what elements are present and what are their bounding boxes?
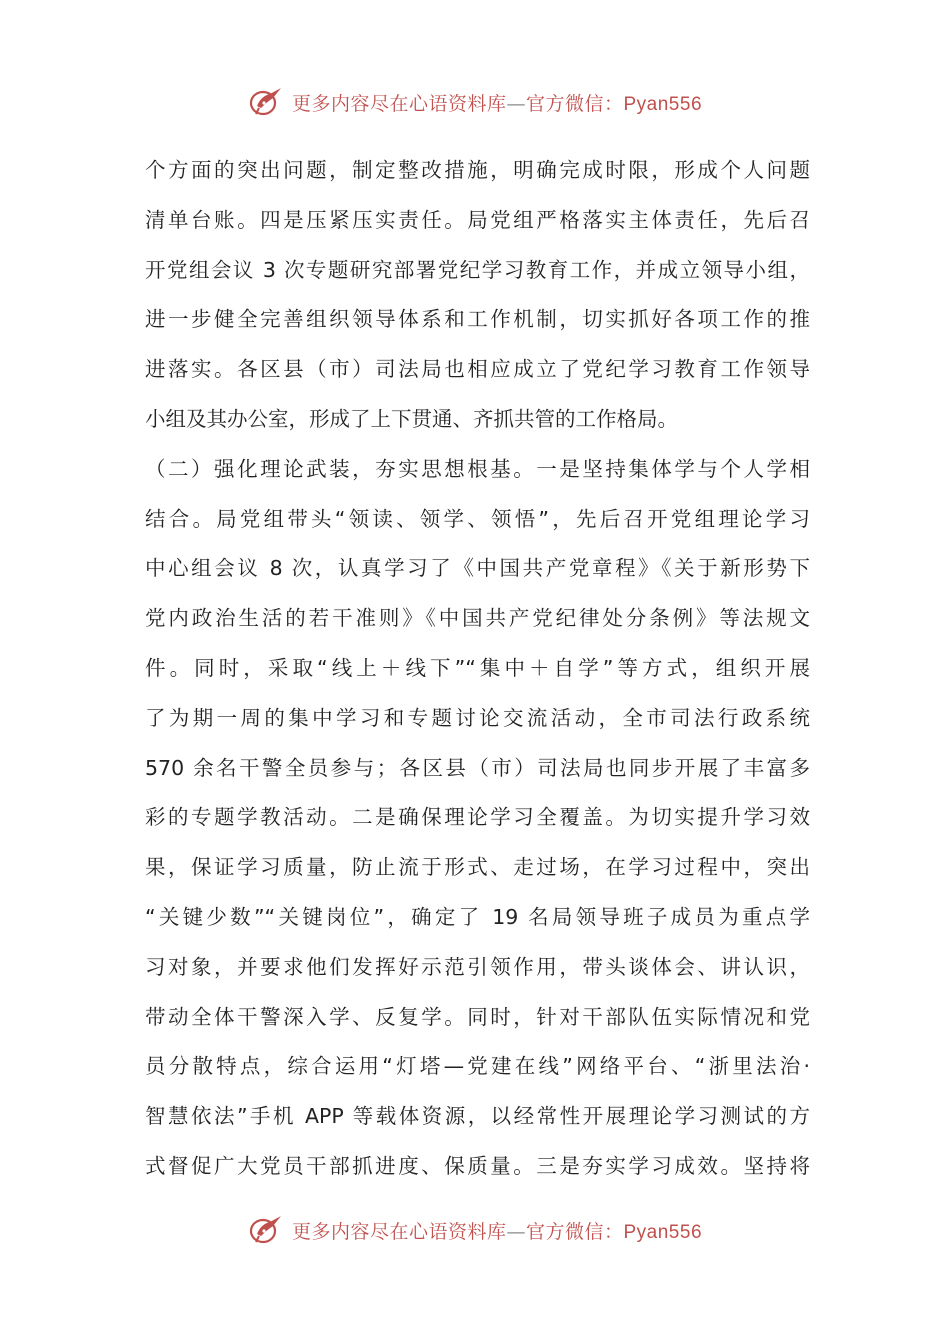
footer-banner bbox=[0, 1210, 950, 1250]
body-line-8: 结合。局党组带头“领读、领学、领悟”，先后召开党组理论学习 bbox=[145, 506, 810, 531]
body-line-11: 件。同时，采取“线上＋线下”“集中＋自学”等方式，组织开展 bbox=[145, 655, 810, 680]
body-line-7: （二）强化理论武装，夯实思想根基。一是坚持集体学与个人学相 bbox=[145, 456, 810, 481]
body-line-6: 小组及其办公室，形成了上下贯通、齐抓共管的工作格局。 bbox=[145, 406, 678, 431]
body-line-10: 党内政治生活的若干准则》《中国共产党纪律处分条例》等法规文 bbox=[145, 606, 810, 631]
body-line-13: 570 余名干警全员参与；各区县（市）司法局也同步开展了丰富多 bbox=[145, 755, 810, 780]
pen-quill-logo-icon bbox=[248, 86, 284, 118]
body-line-16: “关键少数”“关键岗位”，确定了 19 名局领导班子成员为重点学 bbox=[145, 904, 810, 929]
body-line-12: 了为期一周的集中学习和专题讨论交流活动，全市司法行政系统 bbox=[145, 705, 810, 730]
footer-banner-main: 更多内容尽在心语资料库 bbox=[291, 1220, 507, 1243]
body-line-18: 带动全体干警深入学、反复学。同时，针对干部队伍实际情况和党 bbox=[145, 1004, 810, 1029]
body-line-1: 个方面的突出问题，制定整改措施，明确完成时限，形成个人问题 bbox=[145, 158, 810, 182]
header-banner-wechat: 官方微信： bbox=[525, 92, 624, 115]
footer-banner-wechat: 官方微信： bbox=[525, 1220, 624, 1243]
header-banner-dash: — bbox=[506, 92, 526, 115]
body-line-17: 习对象，并要求他们发挥好示范引领作用，带头谈体会、讲认识， bbox=[145, 954, 810, 979]
header-banner-text bbox=[292, 89, 702, 116]
header-banner-main: 更多内容尽在心语资料库 bbox=[291, 92, 507, 115]
body-line-14: 彩的专题学教活动。二是确保理论学习全覆盖。为切实提升学习效 bbox=[145, 805, 810, 830]
body-line-19: 员分散特点，综合运用“灯塔—党建在线”网络平台、“浙里法治· bbox=[145, 1054, 810, 1079]
body-line-20: 智慧依法”手机 APP 等载体资源，以经常性开展理论学习测试的方 bbox=[145, 1104, 810, 1129]
document-body bbox=[145, 146, 810, 1192]
body-line-5: 进落实。各区县（市）司法局也相应成立了党纪学习教育工作领导 bbox=[145, 357, 810, 382]
body-line-4: 进一步健全完善组织领导体系和工作机制，切实抓好各项工作的推 bbox=[145, 307, 810, 332]
body-line-3: 开党组会议 3 次专题研究部署党纪学习教育工作，并成立领导小组， bbox=[145, 257, 810, 282]
footer-banner-dash: — bbox=[506, 1220, 526, 1243]
header-banner bbox=[0, 82, 950, 122]
footer-banner-text bbox=[292, 1217, 702, 1244]
body-line-2: 清单台账。四是压紧压实责任。局党组严格落实主体责任，先后召 bbox=[145, 207, 810, 232]
header-banner-id: Pyan556 bbox=[623, 93, 703, 115]
body-line-9: 中心组会议 8 次，认真学习了《中国共产党章程》《关于新形势下 bbox=[145, 556, 810, 581]
footer-banner-id: Pyan556 bbox=[623, 1221, 703, 1243]
body-line-21: 式督促广大党员干部抓进度、保质量。三是夯实学习成效。坚持将 bbox=[145, 1153, 810, 1178]
pen-quill-logo-icon bbox=[248, 1214, 284, 1246]
body-line-15: 果，保证学习质量，防止流于形式、走过场，在学习过程中，突出 bbox=[145, 855, 810, 880]
